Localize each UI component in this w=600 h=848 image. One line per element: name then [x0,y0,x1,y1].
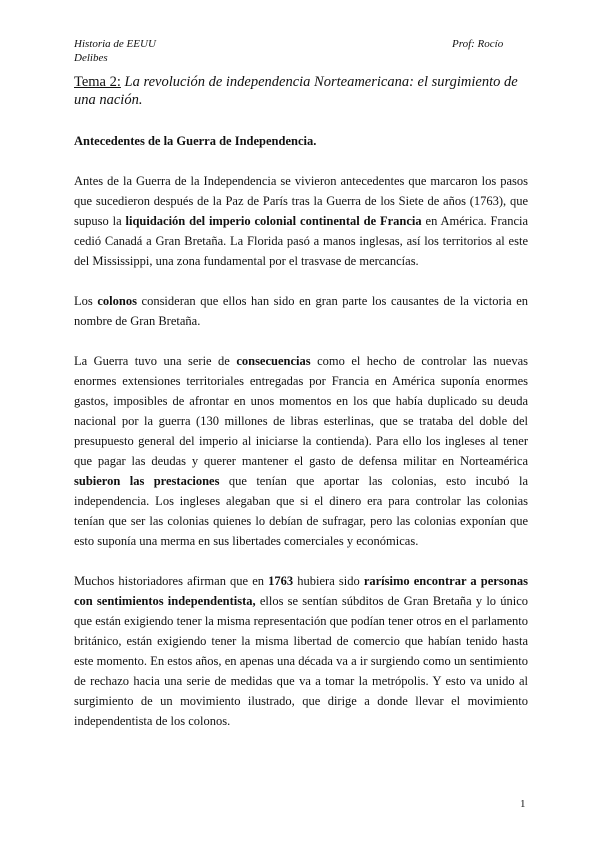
section-heading: Antecedentes de la Guerra de Independencia. [74,134,317,148]
p3-text-c: como el hecho de controlar las nuevas enormes extensiones territoriales entregadas por Francia en América suponía enormes gastos, imposibles de afrontar en unos momentos en los que había duplicado su deuda nacional por la guerra (130 millones de libras esterlinas, que se trataba del doble del presupuesto general del imperio al iniciarse la contienda). Para ello los ingleses al tener que pagar las deudas y querer mantener el gasto de defensa militar en Norteamérica [74,354,528,468]
page-number: 1 [520,798,526,810]
p1-text-c: en América. Francia cedió Canadá a Gran Bretaña. La Florida pasó a manos inglesas, así los territorios al este del Mississippi, una zona fundamental por el trasvase de mercancías. [74,214,529,268]
header-left [74,37,214,65]
p3-text-a: La Guerra tuvo una serie de [74,354,237,368]
p2-text-a: Los [74,294,98,308]
paragraph-2 [74,291,528,331]
p3-bold-2: subieron las prestaciones [74,474,220,488]
p1-bold: liquidación del imperio colonial continental de Francia [125,214,422,228]
header-teacher: Prof: Rocío [452,38,504,50]
p2-bold: colonos [97,294,137,308]
p2-text-c: consideran que ellos han sido en gran parte los causantes de la victoria en nombre de Gran Bretaña. [74,294,529,328]
header-course: Historia de EEUU [74,38,156,50]
title-number: Tema 2: [74,74,121,90]
p4-text-c: hubiera sido [293,574,364,588]
p4-bold-2: rarísimo encontrar a personas con sentimientos independentista, [74,574,528,608]
header-school: Delibes [74,52,108,64]
document-body [74,131,528,751]
p1-text-a: Antes de la Guerra de la Independencia se vivieron antecedentes que marcaron los pasos que sucedieron después de la Paz de París tras la Guerra de los Siete de años (1763), que supuso la [74,174,528,228]
paragraph-4 [74,571,528,731]
page-title [74,73,528,109]
paragraph-1 [74,171,528,271]
p4-text-e: ellos se sentían súbditos de Gran Bretaña y lo único que están exigiendo tener la misma representación que podían tener otros en el parlamento británico, están exigiendo tener la misma libertad de comercio que habían tenido hasta este momento. En estos años, en apenas una década va a ir surgiendo como un sentimiento de rechazo hacia una serie de medidas que va a tomar la metrópolis. Y esto va unido al surgimiento de un movimiento ilustrado, que dirige a donde llevar el movimiento independentista de los colonos. [74,594,529,728]
p3-text-e: que tenían que aportar las colonias, esto incubó la independencia. Los ingleses alegaban que si el dinero era para controlar las colonias tenían que ser las colonias quienes lo debían de sufragar, pero las colonias exponían que esto suponía una merma en sus libertades comerciales y económicas. [74,474,528,548]
p3-bold-1: consecuencias [236,354,311,368]
p4-bold-year: 1763 [268,574,294,588]
paragraph-3 [74,351,528,551]
title-text: La revolución de independencia Norteamericana: el surgimiento de una nación. [74,74,518,108]
p4-text-a: Muchos historiadores afirman que en [74,574,269,588]
